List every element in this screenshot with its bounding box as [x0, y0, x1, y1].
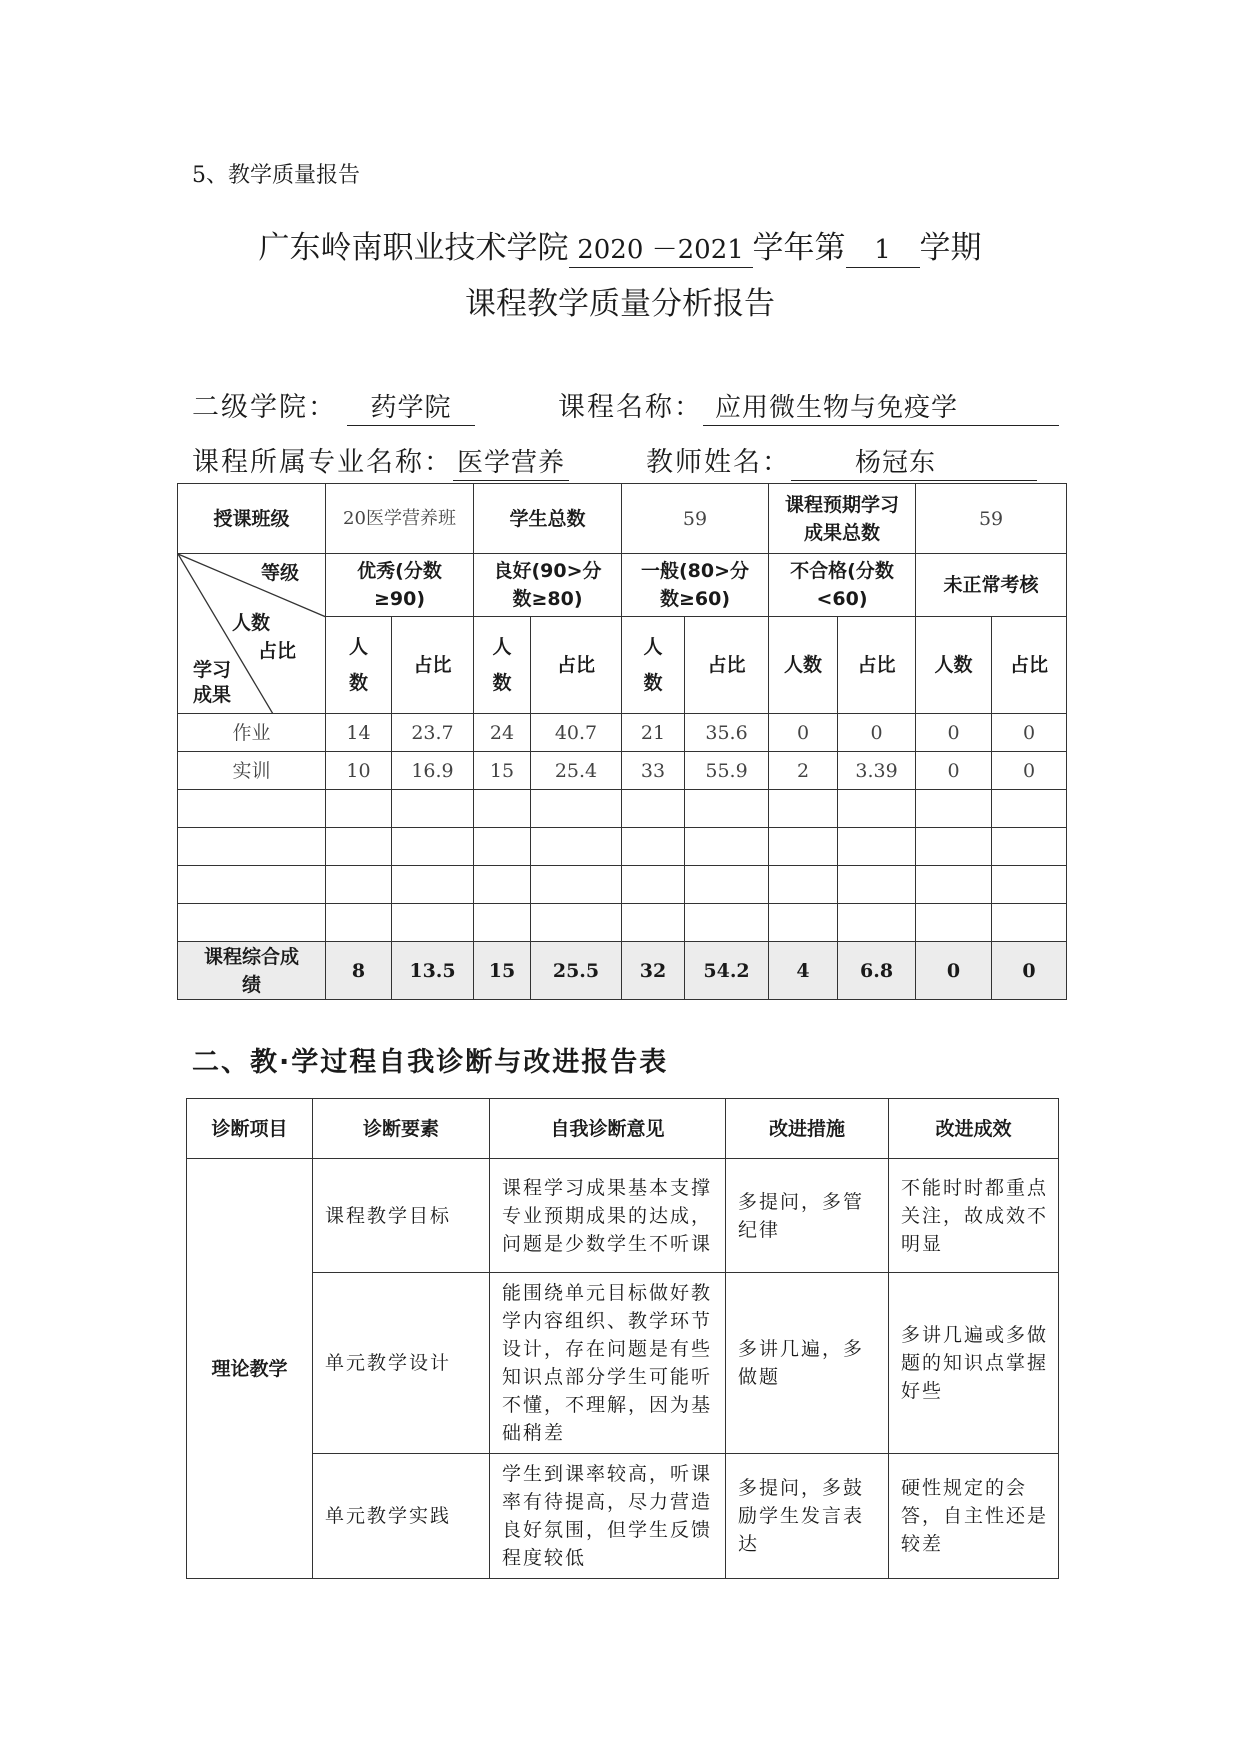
cell: 55.9: [685, 752, 769, 790]
grade-distribution-table: [177, 483, 1067, 1000]
college-label: 二级学院：: [192, 392, 337, 423]
cell: 33: [622, 752, 685, 790]
diagnosis-opinion: 能围绕单元目标做好教学内容组织、教学环节设计，存在问题是有些知识点部分学生可能听不懂，不理解，因为基础稍差: [490, 1273, 726, 1454]
empty-cell: [992, 790, 1067, 828]
report-title: [0, 222, 1240, 268]
table1-header-row: [178, 484, 1067, 554]
row-name: 作业: [178, 714, 326, 752]
total-cell: 6.8: [838, 942, 916, 1000]
cell: 0: [916, 714, 992, 752]
improvement-measure: 多讲几遍，多做题: [726, 1273, 889, 1454]
empty-cell: [474, 828, 531, 866]
empty-cell: [685, 904, 769, 942]
table-row: [187, 1273, 1059, 1454]
empty-cell: [992, 904, 1067, 942]
empty-cell: [178, 866, 326, 904]
cell: 21: [622, 714, 685, 752]
empty-cell: [474, 790, 531, 828]
cell: 2: [769, 752, 838, 790]
empty-cell: [916, 904, 992, 942]
empty-cell: [916, 790, 992, 828]
empty-cell: [622, 866, 685, 904]
diagnosis-opinion: 课程学习成果基本支撑专业预期成果的达成，问题是少数学生不听课: [490, 1159, 726, 1273]
total-cell: 0: [916, 942, 992, 1000]
total-cell: 4: [769, 942, 838, 1000]
empty-cell: [622, 904, 685, 942]
empty-row: [178, 866, 1067, 904]
section-label: 5、教学质量报告: [192, 163, 360, 188]
table-row: [187, 1159, 1059, 1273]
total-cell: 32: [622, 942, 685, 1000]
cell: 40.7: [531, 714, 622, 752]
expected-label: 课程预期学习成果总数: [769, 484, 916, 554]
empty-cell: [531, 866, 622, 904]
col-header: 改进措施: [726, 1099, 889, 1159]
major-label: 课程所属专业名称：: [192, 447, 453, 478]
sub-count: 人数: [622, 617, 685, 714]
empty-cell: [838, 828, 916, 866]
empty-cell: [992, 866, 1067, 904]
empty-cell: [685, 866, 769, 904]
empty-cell: [392, 904, 474, 942]
empty-cell: [531, 904, 622, 942]
section2-title: 二、教·学过程自我诊断与改进报告表: [192, 1047, 669, 1078]
cell: 0: [992, 752, 1067, 790]
col-header: 改进成效: [889, 1099, 1059, 1159]
teacher-value: 杨冠东: [791, 446, 1037, 481]
table2-header-row: [187, 1099, 1059, 1159]
term-word: 学期: [919, 230, 982, 266]
improvement-effect: 多讲几遍或多做题的知识点掌握好些: [889, 1273, 1059, 1454]
col-header: 诊断项目: [187, 1099, 313, 1159]
grade-good: 良好(90>分数≥80): [474, 554, 622, 617]
improvement-effect: 硬性规定的会答，自主性还是较差: [889, 1454, 1059, 1579]
diag-grade-label: 等级: [260, 562, 299, 584]
sub-ratio: 占比: [392, 617, 474, 714]
empty-cell: [178, 828, 326, 866]
cell: 25.4: [531, 752, 622, 790]
cell: 0: [769, 714, 838, 752]
expected-value: 59: [916, 484, 1067, 554]
info-teacher: [646, 440, 1037, 481]
col-header: 诊断要素: [313, 1099, 490, 1159]
empty-cell: [392, 828, 474, 866]
school-name: 广东岭南职业技术学院: [258, 230, 569, 266]
grade-average: 一般(80>分数≥60): [622, 554, 769, 617]
empty-cell: [838, 904, 916, 942]
course-value: 应用微生物与免疫学: [703, 391, 1059, 426]
sub-count: 人数: [916, 617, 992, 714]
empty-cell: [838, 790, 916, 828]
empty-cell: [916, 866, 992, 904]
improvement-measure: 多提问，多鼓励学生发言表达: [726, 1454, 889, 1579]
empty-cell: [178, 904, 326, 942]
group-label: 理论教学: [187, 1159, 313, 1579]
course-label: 课程名称：: [558, 392, 703, 423]
empty-cell: [392, 866, 474, 904]
empty-cell: [326, 828, 392, 866]
empty-cell: [769, 828, 838, 866]
empty-cell: [474, 866, 531, 904]
empty-row: [178, 904, 1067, 942]
cell: 0: [838, 714, 916, 752]
empty-cell: [178, 790, 326, 828]
total-row: [178, 942, 1067, 1000]
students-value: 59: [622, 484, 769, 554]
diagnosis-element: 单元教学设计: [313, 1273, 490, 1454]
students-label: 学生总数: [474, 484, 622, 554]
grade-absent: 未正常考核: [916, 554, 1067, 617]
empty-cell: [685, 790, 769, 828]
term-number: 1: [846, 233, 920, 268]
class-value: 20医学营养班: [326, 484, 474, 554]
empty-cell: [685, 828, 769, 866]
total-cell: 13.5: [392, 942, 474, 1000]
empty-cell: [474, 904, 531, 942]
empty-cell: [769, 866, 838, 904]
empty-cell: [916, 828, 992, 866]
total-cell: 25.5: [531, 942, 622, 1000]
cell: 10: [326, 752, 392, 790]
empty-row: [178, 790, 1067, 828]
diagnosis-element: 课程教学目标: [313, 1159, 490, 1273]
teacher-label: 教师姓名：: [646, 447, 791, 478]
sub-ratio: 占比: [838, 617, 916, 714]
cell: 35.6: [685, 714, 769, 752]
cell: 16.9: [392, 752, 474, 790]
cell: 14: [326, 714, 392, 752]
grade-fail: 不合格(分数<60): [769, 554, 916, 617]
table1-grade-row: [178, 554, 1067, 617]
info-line-1: [192, 385, 475, 426]
empty-cell: [838, 866, 916, 904]
empty-cell: [531, 790, 622, 828]
college-value: 药学院: [347, 391, 475, 426]
table-row: [178, 752, 1067, 790]
class-label: 授课班级: [178, 484, 326, 554]
diag-ratio-label: 占比: [258, 640, 297, 662]
academic-year: 2020 －2021: [569, 233, 753, 268]
diagonal-header-cell: [178, 554, 326, 714]
empty-cell: [531, 828, 622, 866]
empty-cell: [769, 790, 838, 828]
info-line-2: [192, 440, 569, 481]
diag-count-label: 人数: [232, 612, 271, 634]
table-row: [187, 1454, 1059, 1579]
empty-cell: [326, 790, 392, 828]
cell: 23.7: [392, 714, 474, 752]
cell: 0: [916, 752, 992, 790]
empty-cell: [326, 866, 392, 904]
cell: 24: [474, 714, 531, 752]
total-row-name: 课程综合成绩: [178, 942, 326, 1000]
row-name: 实训: [178, 752, 326, 790]
empty-cell: [992, 828, 1067, 866]
total-cell: 54.2: [685, 942, 769, 1000]
grade-excellent: 优秀(分数≥90): [326, 554, 474, 617]
sub-ratio: 占比: [531, 617, 622, 714]
col-header: 自我诊断意见: [490, 1099, 726, 1159]
total-cell: 15: [474, 942, 531, 1000]
sub-ratio: 占比: [992, 617, 1067, 714]
diagnosis-element: 单元教学实践: [313, 1454, 490, 1579]
info-course: [558, 385, 1059, 426]
cell: 0: [992, 714, 1067, 752]
cell: 3.39: [838, 752, 916, 790]
empty-cell: [326, 904, 392, 942]
empty-cell: [622, 828, 685, 866]
sub-count: 人数: [769, 617, 838, 714]
self-diagnosis-table: [186, 1098, 1059, 1579]
improvement-measure: 多提问，多管纪律: [726, 1159, 889, 1273]
major-value: 医学营养: [453, 446, 569, 481]
sub-ratio: 占比: [685, 617, 769, 714]
empty-cell: [392, 790, 474, 828]
diag-outcome-label: 学习成果: [192, 659, 231, 706]
improvement-effect: 不能时时都重点关注，故成效不明显: [889, 1159, 1059, 1273]
empty-cell: [622, 790, 685, 828]
report-subtitle: 课程教学质量分析报告: [465, 286, 775, 322]
sub-count: 人数: [326, 617, 392, 714]
diagnosis-opinion: 学生到课率较高，听课率有待提高，尽力营造良好氛围，但学生反馈程度较低: [490, 1454, 726, 1579]
empty-cell: [769, 904, 838, 942]
total-cell: 0: [992, 942, 1067, 1000]
year-word: 学年第: [752, 230, 846, 266]
sub-count: 人数: [474, 617, 531, 714]
total-cell: 8: [326, 942, 392, 1000]
cell: 15: [474, 752, 531, 790]
empty-row: [178, 828, 1067, 866]
table-row: [178, 714, 1067, 752]
